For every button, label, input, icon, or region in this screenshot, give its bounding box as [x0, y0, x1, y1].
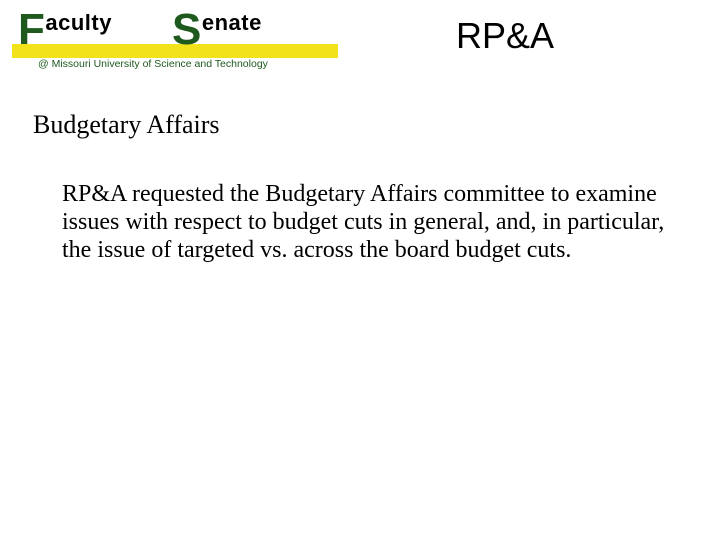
logo-word-senate-rest: enate — [201, 10, 262, 35]
page-title: RP&A — [456, 15, 555, 56]
logo-initial-f: F — [18, 5, 46, 54]
faculty-senate-logo — [12, 5, 338, 74]
logo-word-faculty — [18, 5, 112, 54]
logo-initial-s: S — [172, 5, 202, 54]
body-paragraph: RP&A requested the Budgetary Affairs committee to examine issues with respect to budget cuts in general, and, in particular, the issue of targeted vs. across the board budget cuts. — [62, 181, 665, 263]
logo-word-senate — [172, 5, 262, 54]
section-heading: Budgetary Affairs — [33, 110, 220, 139]
logo-subtitle: @ Missouri University of Science and Technology — [38, 58, 268, 70]
logo-word-faculty-rest: aculty — [45, 10, 112, 35]
